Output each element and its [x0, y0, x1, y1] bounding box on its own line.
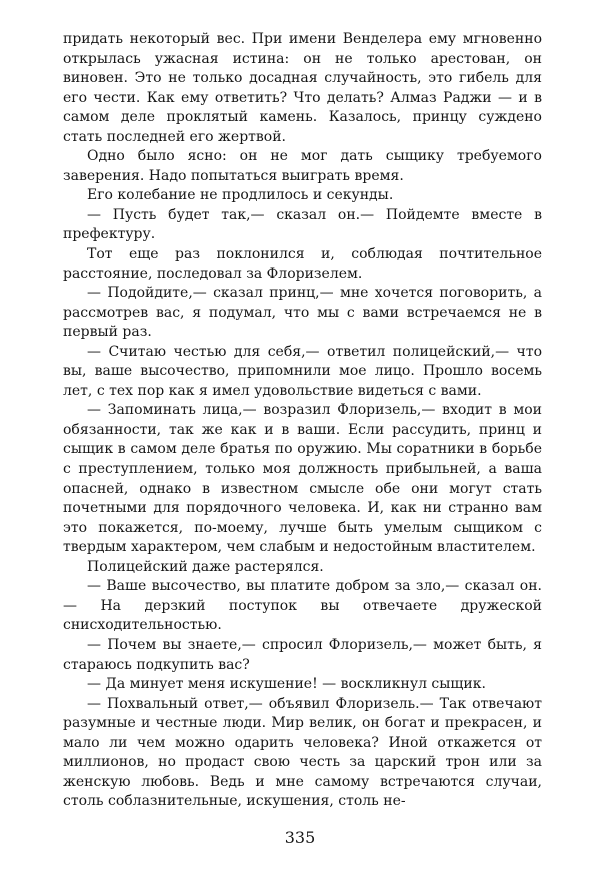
paragraph-8: — Запоминать лица,— возразил Флоризель,— входит в мои обязанности, так же как и в ваши. Если рассудить, принц и сыщик в самом деле братья по оружию. Мы соратники в борьбе с преступлением, только моя должность прибыльней, а ваша опасней, однако в известном смысле обе они могут стать почетными для порядочного человека. И, как ни странно вам это покажется, по-моему, лучше быть умелым сыщиком с твердым характером, чем слабым и недостойным властителем.: [63, 402, 542, 556]
paragraph-6: — Подойдите,— сказал принц,— мне хочется поговорить, а рассмотрев вас, я подумал, что мы с вами встречаемся не в первый раз.: [63, 285, 542, 341]
page-number: 335: [284, 828, 316, 847]
book-page-text: [63, 30, 542, 812]
paragraph-3: Его колебание не продлилось и секунды.: [87, 187, 394, 204]
paragraph-11: — Почем вы знаете,— спросил Флоризель,— может быть, я стараюсь подкупить вас?: [63, 636, 542, 673]
paragraph-10: — Ваше высочество, вы платите добром за зло,— сказал он.— На дерзкий поступок вы отвечаете дружеской снисходительностью.: [63, 578, 542, 634]
paragraph-4: — Пусть будет так,— сказал он.— Пойдемте вместе в префектуру.: [63, 206, 542, 243]
paragraph-1: придать некоторый вес. При имени Венделера ему мгновенно открылась ужасная истина: он не только арестован, он виновен. Это не только досадная случайность, это гибель для его чести. Как ему ответить? Что делать? Алмаз Раджи — и в самом деле проклятый камень. Казалось, принцу суждено стать последней его жертвой.: [63, 31, 542, 145]
paragraph-5: Тот еще раз поклонился и, соблюдая почтительное расстояние, последовал за Флоризелем.: [63, 246, 542, 282]
paragraph-13: — Похвальный ответ,— объявил Флоризель.— Так отвечают разумные и честные люди. Мир велик, он богат и прекрасен, и мало ли чем можно одарить человека? Иной откажется от миллионов, но продаст свою честь за царский трон или за женскую любовь. Ведь и мне самому встречаются случаи, столь соблазнительные, искушения, столь не-: [63, 695, 542, 810]
paragraph-7: — Считаю честью для себя,— ответил полицейский,— что вы, ваше высочество, припомнили мое лицо. Прошло восемь лет, с тех пор как я имел удовольствие видеться с вами.: [63, 343, 542, 399]
paragraph-9: Полицейский даже растерялся.: [87, 558, 324, 575]
paragraph-12: — Да минует меня искушение! — воскликнул сыщик.: [87, 676, 486, 693]
paragraph-2: Одно было ясно: он не мог дать сыщику требуемого заверения. Надо попытаться выиграть время.: [63, 148, 542, 184]
